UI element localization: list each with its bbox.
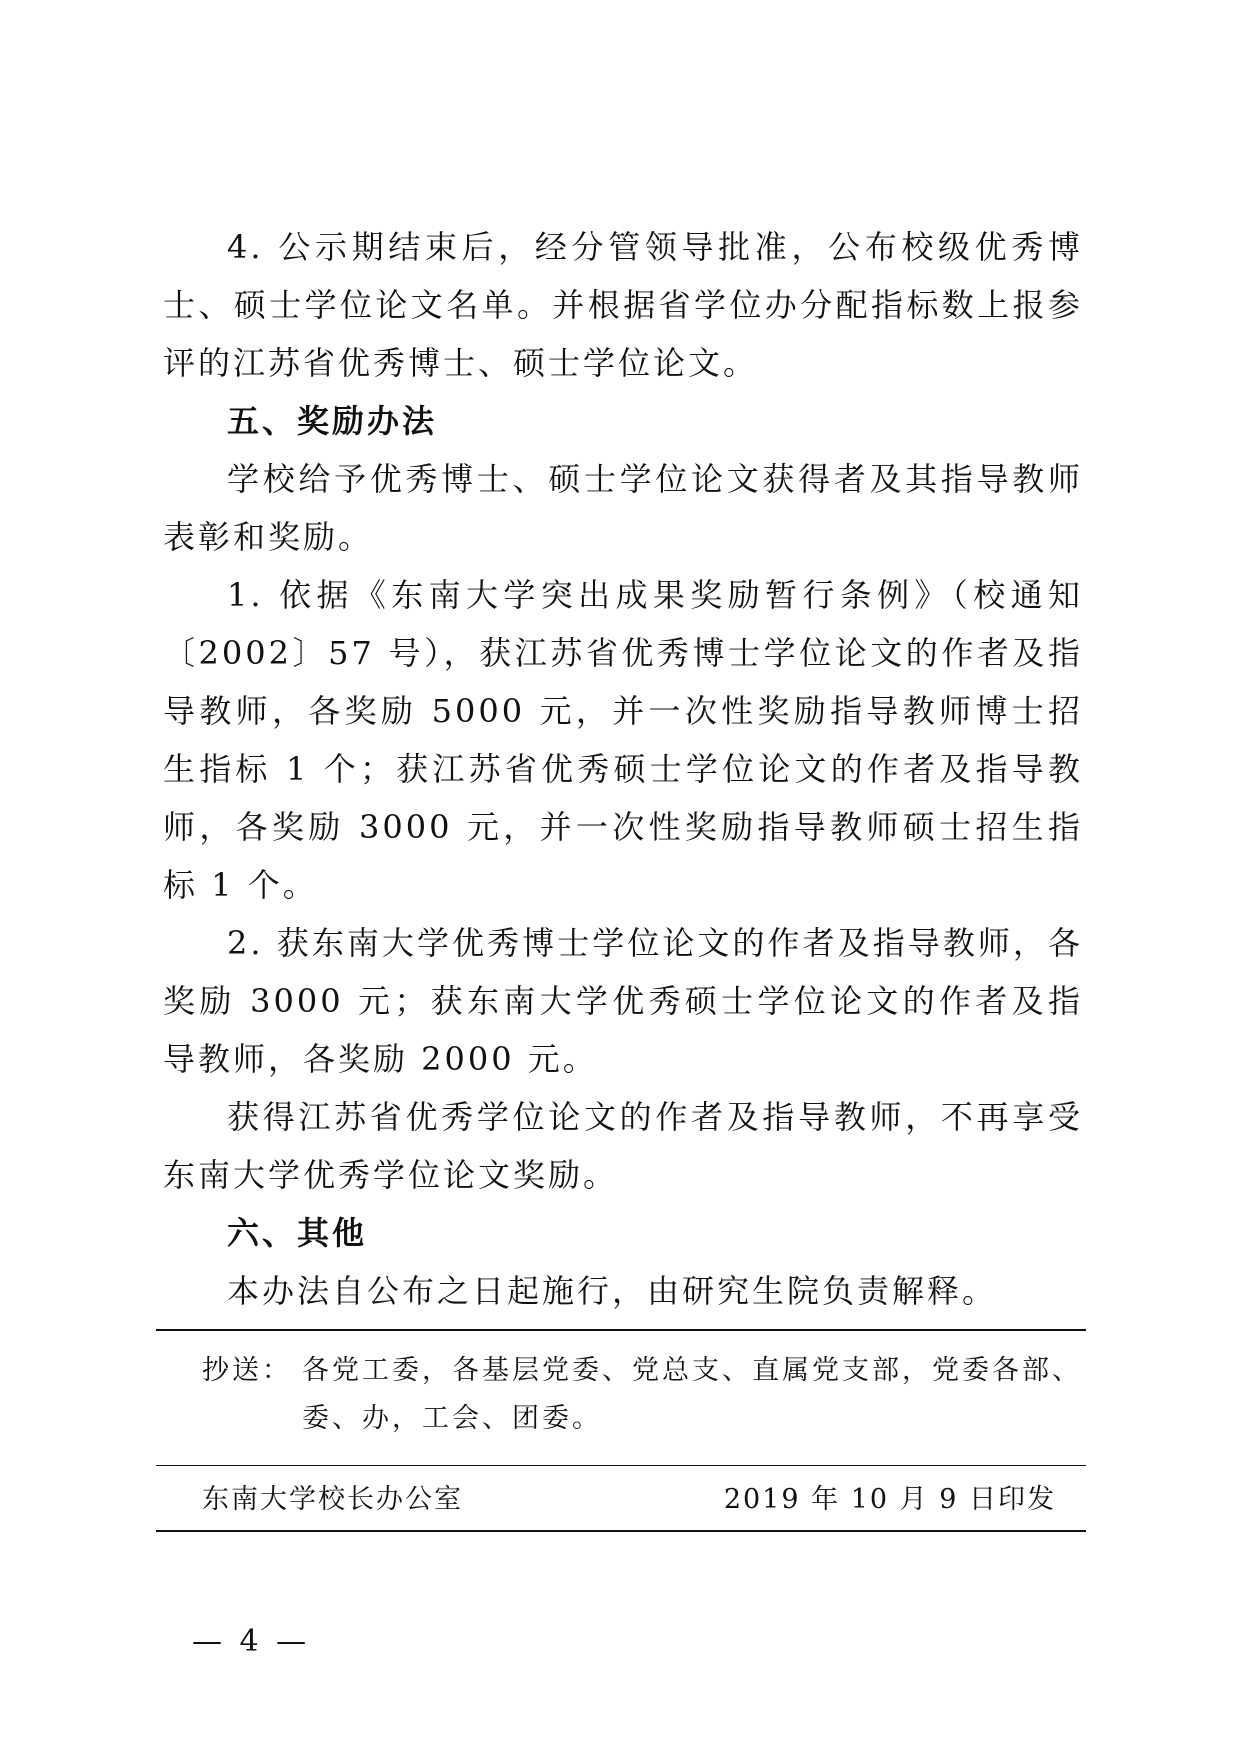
issuer-office: 东南大学校长办公室 (202, 1484, 463, 1515)
list-item-2-university-reward: 2. 获东南大学优秀博士学位论文的作者及指导教师，各奖励 3000 元；获东南大学优秀硕士学位论文的作者及指导教师，各奖励 2000 元。 (163, 924, 1083, 1078)
no-double-reward-paragraph: 获得江苏省优秀学位论文的作者及指导教师，不再享受东南大学优秀学位论文奖励。 (163, 1098, 1083, 1194)
issue-row (156, 1466, 1086, 1530)
list-item-4-publish: 4. 公示期结束后，经分管领导批准，公布校级优秀博士、硕士学位论文名单。并根据省学位办分配指标数上报参评的江苏省优秀博士、硕士学位论文。 (163, 228, 1083, 382)
list-item-1-provincial-reward: 1. 依据《东南大学突出成果奖励暂行条例》（校通知〔2002〕57 号），获江苏省优秀博士学位论文的作者及指导教师，各奖励 5000 元，并一次性奖励指导教师博士招生指标 1 个；获江苏省优秀硕士学位论文的作者及指导教师，各奖励 3000 元，并一次性奖励指导教师硕士招生指标 1 个。 (163, 576, 1083, 904)
section-heading-other: 六、其他 (227, 1214, 368, 1252)
distribution-block (156, 1329, 1086, 1532)
page-number: — 4 — (192, 1624, 311, 1659)
cc-recipients: 各党工委，各基层党委、党总支、直属党支部，党委各部、委、办，工会、团委。 (302, 1355, 1082, 1434)
rewards-intro-paragraph: 学校给予优秀博士、硕士学位论文获得者及其指导教师表彰和奖励。 (163, 460, 1083, 556)
section-heading-rewards: 五、奖励办法 (227, 402, 438, 440)
cc-label: 抄送： (202, 1355, 292, 1386)
effective-date-paragraph: 本办法自公布之日起施行，由研究生院负责解释。 (227, 1272, 998, 1310)
bottom-divider (156, 1530, 1086, 1532)
cc-section (156, 1331, 1086, 1465)
document-body (163, 218, 1083, 1320)
issue-date: 2019 年 10 月 9 日印发 (723, 1484, 1056, 1515)
